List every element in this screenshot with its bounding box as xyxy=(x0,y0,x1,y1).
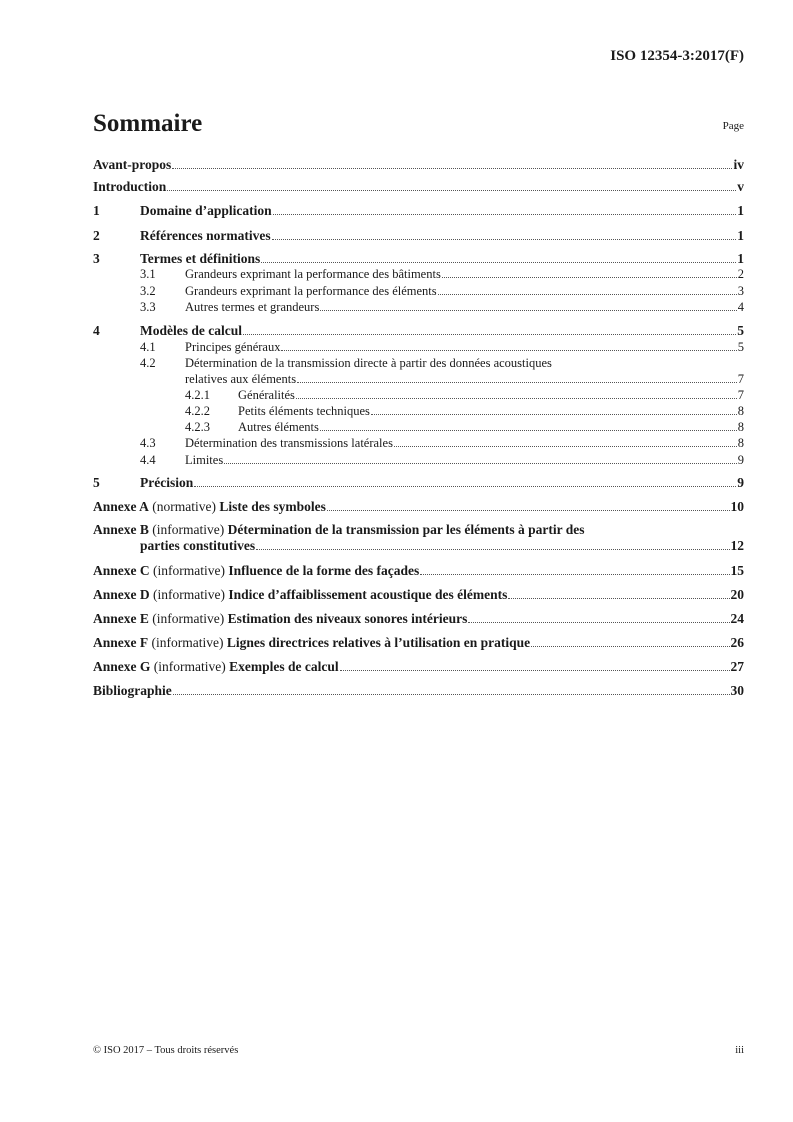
toc-entry[interactable] xyxy=(93,299,744,315)
toc-entry[interactable] xyxy=(93,266,744,282)
page-number: 1 xyxy=(737,203,744,218)
footer-page-number: iii xyxy=(735,1045,744,1056)
entry-title: Précision xyxy=(140,475,194,490)
entry-title: Détermination de la transmission directe à partir des données acoustiques xyxy=(185,356,552,370)
entry-title: Liste des symboles xyxy=(219,499,326,514)
dot-leader xyxy=(272,239,737,240)
entry-title: Grandeurs exprimant la performance des éléments xyxy=(185,284,437,298)
section-number: 4 xyxy=(93,323,100,338)
page-number: 8 xyxy=(737,404,744,418)
section-number: 1 xyxy=(93,203,100,218)
toc-entry[interactable] xyxy=(93,355,744,371)
section-number: 3.1 xyxy=(140,267,156,281)
annex-type: (informative) xyxy=(151,635,224,650)
section-number: 2 xyxy=(93,228,100,243)
entry-title: Bibliographie xyxy=(93,683,172,698)
annex-label: Annexe B xyxy=(93,522,149,537)
dot-leader xyxy=(320,430,737,431)
toc-entry[interactable] xyxy=(93,587,744,603)
toc-entry[interactable] xyxy=(93,611,744,627)
section-number: 4.2.3 xyxy=(185,420,210,434)
page-number: 9 xyxy=(737,453,744,467)
dot-leader xyxy=(172,168,732,169)
toc-entry[interactable] xyxy=(93,228,744,244)
dot-leader xyxy=(167,190,736,191)
dot-leader xyxy=(224,463,737,464)
dot-leader xyxy=(243,334,736,335)
page-number: 3 xyxy=(737,284,744,298)
page-number: 5 xyxy=(737,340,744,354)
entry-title: Modèles de calcul xyxy=(140,323,242,338)
annex-type: (informative) xyxy=(152,522,225,537)
entry-title-continued: relatives aux éléments xyxy=(185,372,297,386)
page-number: iv xyxy=(733,157,744,172)
toc-entry[interactable] xyxy=(93,339,744,355)
dot-leader xyxy=(194,486,736,487)
section-number: 3.3 xyxy=(140,300,156,314)
toc-entry[interactable] xyxy=(93,157,744,173)
page-number: 9 xyxy=(737,475,744,490)
dot-leader xyxy=(320,310,736,311)
dot-leader xyxy=(296,398,737,399)
entry-title: Termes et définitions xyxy=(140,251,261,266)
entry-title: Lignes directrices relatives à l’utilisation en pratique xyxy=(226,635,531,650)
page-number: 10 xyxy=(730,499,744,514)
dot-leader xyxy=(442,277,737,278)
entry-title: Influence de la forme des façades xyxy=(228,563,420,578)
entry-title: Autres éléments xyxy=(238,420,319,434)
entry-title: Indice d’affaiblissement acoustique des éléments xyxy=(228,587,508,602)
entry-title: Détermination de la transmission par les éléments à partir des xyxy=(227,522,585,537)
page-number: 8 xyxy=(737,420,744,434)
section-number: 4.1 xyxy=(140,340,156,354)
entry-title: Principes généraux xyxy=(185,340,281,354)
entry-title: Domaine d’application xyxy=(140,203,272,218)
toc-entry[interactable] xyxy=(93,419,744,435)
toc-entry[interactable] xyxy=(93,499,744,515)
dot-leader xyxy=(340,670,730,671)
entry-title: Grandeurs exprimant la performance des bâtiments xyxy=(185,267,441,281)
toc-entry[interactable] xyxy=(93,563,744,579)
toc-entry[interactable] xyxy=(93,635,744,651)
toc-entry[interactable] xyxy=(93,659,744,675)
annex-label: Annexe G xyxy=(93,659,151,674)
dot-leader xyxy=(327,510,730,511)
dot-leader xyxy=(468,622,729,623)
toc-entry[interactable] xyxy=(93,683,744,699)
annex-label: Annexe D xyxy=(93,587,150,602)
entry-title: Exemples de calcul xyxy=(229,659,339,674)
dot-leader xyxy=(420,574,729,575)
dot-leader xyxy=(281,350,736,351)
page-number: 8 xyxy=(737,436,744,450)
entry-title: Introduction xyxy=(93,179,167,194)
page-number: 2 xyxy=(737,267,744,281)
entry-title: Détermination des transmissions latérales xyxy=(185,436,393,450)
section-number: 5 xyxy=(93,475,100,490)
dot-leader xyxy=(273,214,737,215)
page-number: 7 xyxy=(737,372,744,386)
page-number: 15 xyxy=(730,563,744,578)
dot-leader xyxy=(297,382,737,383)
annex-label: Annexe C xyxy=(93,563,150,578)
dot-leader xyxy=(173,694,730,695)
page-number: 24 xyxy=(730,611,744,626)
entry-title: Estimation des niveaux sonores intérieurs xyxy=(227,611,468,626)
section-number: 4.3 xyxy=(140,436,156,450)
entry-title: Généralités xyxy=(238,388,295,402)
toc-entry[interactable] xyxy=(93,387,744,403)
toc-entry[interactable] xyxy=(93,371,744,387)
page-number: 12 xyxy=(730,538,744,553)
annex-type: (informative) xyxy=(152,611,225,626)
annex-label: Annexe E xyxy=(93,611,149,626)
section-number: 4.4 xyxy=(140,453,156,467)
annex-type: (normative) xyxy=(152,499,216,514)
annex-type: (informative) xyxy=(153,587,225,602)
document-id: ISO 12354-3:2017(F) xyxy=(610,48,744,64)
toc-entry[interactable] xyxy=(93,251,744,267)
toc-entry[interactable] xyxy=(93,538,744,554)
entry-title: Autres termes et grandeurs xyxy=(185,300,320,314)
page-number: 27 xyxy=(730,659,744,674)
dot-leader xyxy=(256,549,729,550)
dot-leader xyxy=(394,446,737,447)
page-number: v xyxy=(737,179,744,194)
page-number: 20 xyxy=(730,587,744,602)
page-number: 4 xyxy=(737,300,744,314)
section-number: 4.2.2 xyxy=(185,404,210,418)
entry-title: Avant-propos xyxy=(93,157,172,172)
dot-leader xyxy=(531,646,729,647)
section-number: 4.2.1 xyxy=(185,388,210,402)
page-number: 30 xyxy=(730,683,744,698)
page-title: Sommaire xyxy=(93,110,203,137)
annex-label: Annexe F xyxy=(93,635,149,650)
entry-title: Références normatives xyxy=(140,228,271,243)
page-number: 1 xyxy=(737,228,744,243)
page-number: 7 xyxy=(737,388,744,402)
toc-entry[interactable] xyxy=(93,452,744,468)
toc-entry[interactable] xyxy=(93,522,744,538)
page-number: 5 xyxy=(737,323,744,338)
dot-leader xyxy=(508,598,729,599)
annex-type: (informative) xyxy=(153,563,225,578)
entry-title: Limites xyxy=(185,453,224,467)
dot-leader xyxy=(371,414,737,415)
page-number: 1 xyxy=(737,251,744,266)
entry-title: Petits éléments techniques xyxy=(238,404,370,418)
section-number: 4.2 xyxy=(140,356,156,370)
toc-entry[interactable] xyxy=(93,203,744,219)
toc-entry[interactable] xyxy=(93,475,744,491)
dot-leader xyxy=(438,294,737,295)
page-number: 26 xyxy=(730,635,744,650)
dot-leader xyxy=(261,262,736,263)
entry-title-continued: parties constitutives xyxy=(140,538,256,553)
section-number: 3 xyxy=(93,251,100,266)
annex-label: Annexe A xyxy=(93,499,149,514)
section-number: 3.2 xyxy=(140,284,156,298)
footer-copyright: © ISO 2017 – Tous droits réservés xyxy=(93,1045,239,1056)
annex-type: (informative) xyxy=(153,659,226,674)
toc-entry[interactable] xyxy=(93,179,744,195)
toc-entry[interactable] xyxy=(93,403,744,419)
page-column-label: Page xyxy=(722,120,744,132)
toc-entry[interactable] xyxy=(93,283,744,299)
toc-entry[interactable] xyxy=(93,435,744,451)
toc-entry[interactable] xyxy=(93,323,744,339)
